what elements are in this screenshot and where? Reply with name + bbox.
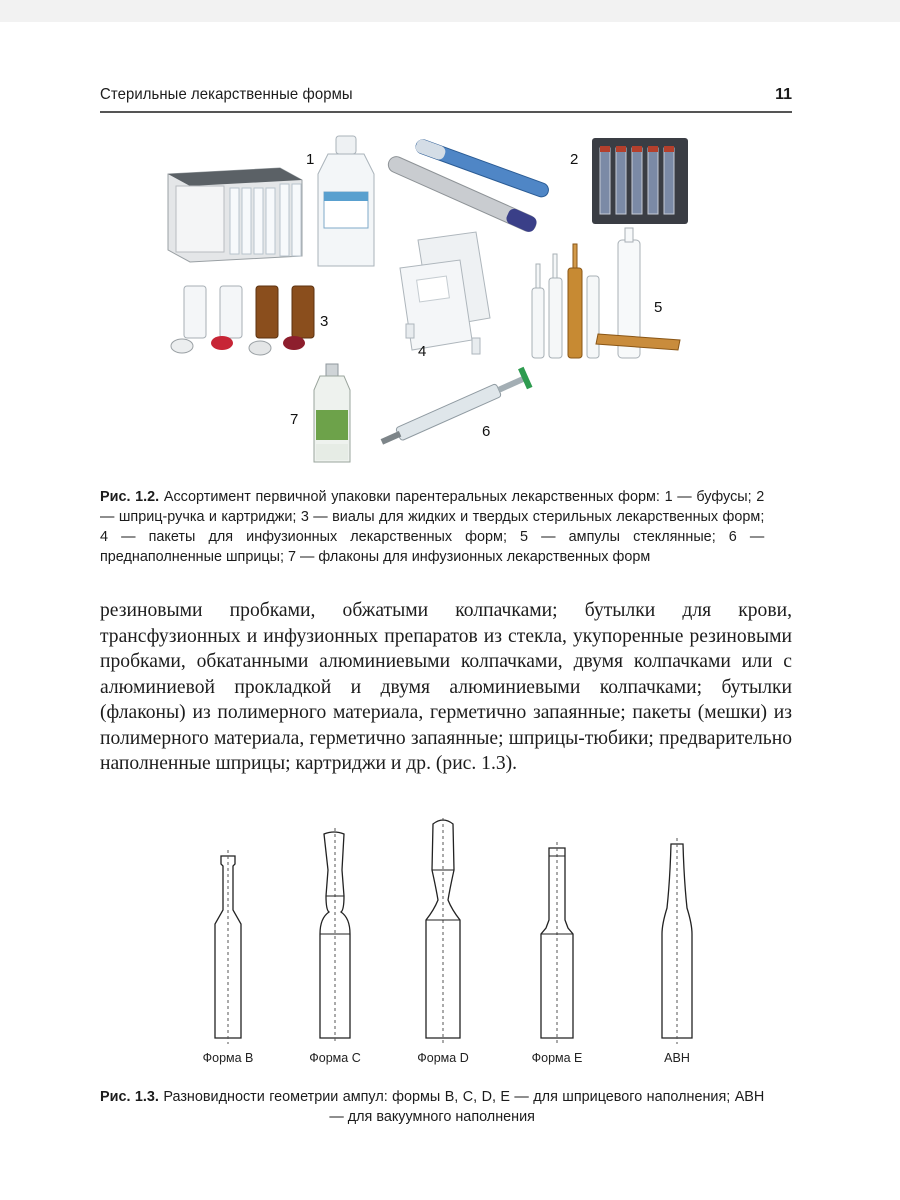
body-paragraph: резиновыми пробками, обжатыми колпачками; бутылки для крови, трансфузионных и инфузионных препаратов из стекла, укупоренные резиновыми пробками, обкатанными алюминиевыми колпачками, двумя колпачками или с алюминиевой прокладкой и двумя алюминиевыми колпачками; бутылки (флаконы) из полимерного материала, герметично запаянные; пакеты (мешки) из полимерного материала, герметично запаянные; шприцы-тюбики; предварительно наполненные шприцы; картриджи и др. (рис. 1.3).: [100, 600, 792, 774]
figure-1-3-caption-text: Разновидности геометрии ампул: формы B, C, D, E — для шприцевого наполнения; АВН — для вакуумного наполнения: [163, 1088, 765, 1125]
prefilled-syringe-illustration: [377, 367, 532, 452]
item-label-1: 1: [306, 151, 315, 168]
infusion-flask-illustration: [314, 364, 350, 462]
header-rule: [100, 111, 792, 113]
form-label-b: Форма B: [202, 1051, 254, 1065]
running-title: Стерильные лекарственные формы: [100, 86, 353, 103]
vials-illustration: [171, 286, 314, 355]
figure-1-2-caption-text: Ассортимент первичной упаковки парентеральных лекарственных форм: 1 — буфусы; 2 — шприц-ручка и картриджи; 3 — виалы для жидких и твердых стерильных лекарственных форм; 4 — пакеты для инфузионных лекарственных форм; 5 — ампулы стеклянные; 6 — преднаполненные шприцы; 7 — флаконы для инфузионных лекарственных форм: [100, 488, 765, 565]
page-number: 11: [775, 86, 792, 103]
item-label-2: 2: [570, 151, 579, 168]
cartridge-tray-illustration: [592, 138, 688, 224]
infusion-bottle-illustration: [318, 136, 374, 266]
figure-1-2-caption-label: Рис. 1.2.: [100, 488, 160, 505]
form-label-d: Форма D: [417, 1051, 469, 1065]
item-label-4: 4: [418, 343, 427, 360]
figure-1-2-caption: [100, 487, 764, 567]
ampoules-illustration: [532, 228, 680, 358]
item-label-5: 5: [654, 299, 663, 316]
form-label-c: Форма C: [309, 1051, 361, 1065]
form-label-avn: АВН: [664, 1051, 690, 1065]
figure-1-2-illustration: [160, 128, 720, 473]
item-label-3: 3: [320, 313, 329, 330]
ampoule-form-e: [541, 848, 573, 1038]
bfs-pack-illustration: [168, 168, 302, 262]
figure-1-3-caption: [100, 1087, 764, 1127]
infusion-bags-illustration: [400, 232, 490, 354]
figure-1-3-diagram: [180, 810, 740, 1080]
item-label-7: 7: [290, 411, 299, 428]
form-label-e: Форма E: [531, 1051, 583, 1065]
pen-injector-illustration: [386, 138, 551, 234]
top-strip: [0, 0, 900, 22]
item-label-6: 6: [482, 423, 491, 440]
ampoule-form-c: [320, 832, 350, 1038]
figure-1-3-caption-label: Рис. 1.3.: [100, 1088, 159, 1105]
